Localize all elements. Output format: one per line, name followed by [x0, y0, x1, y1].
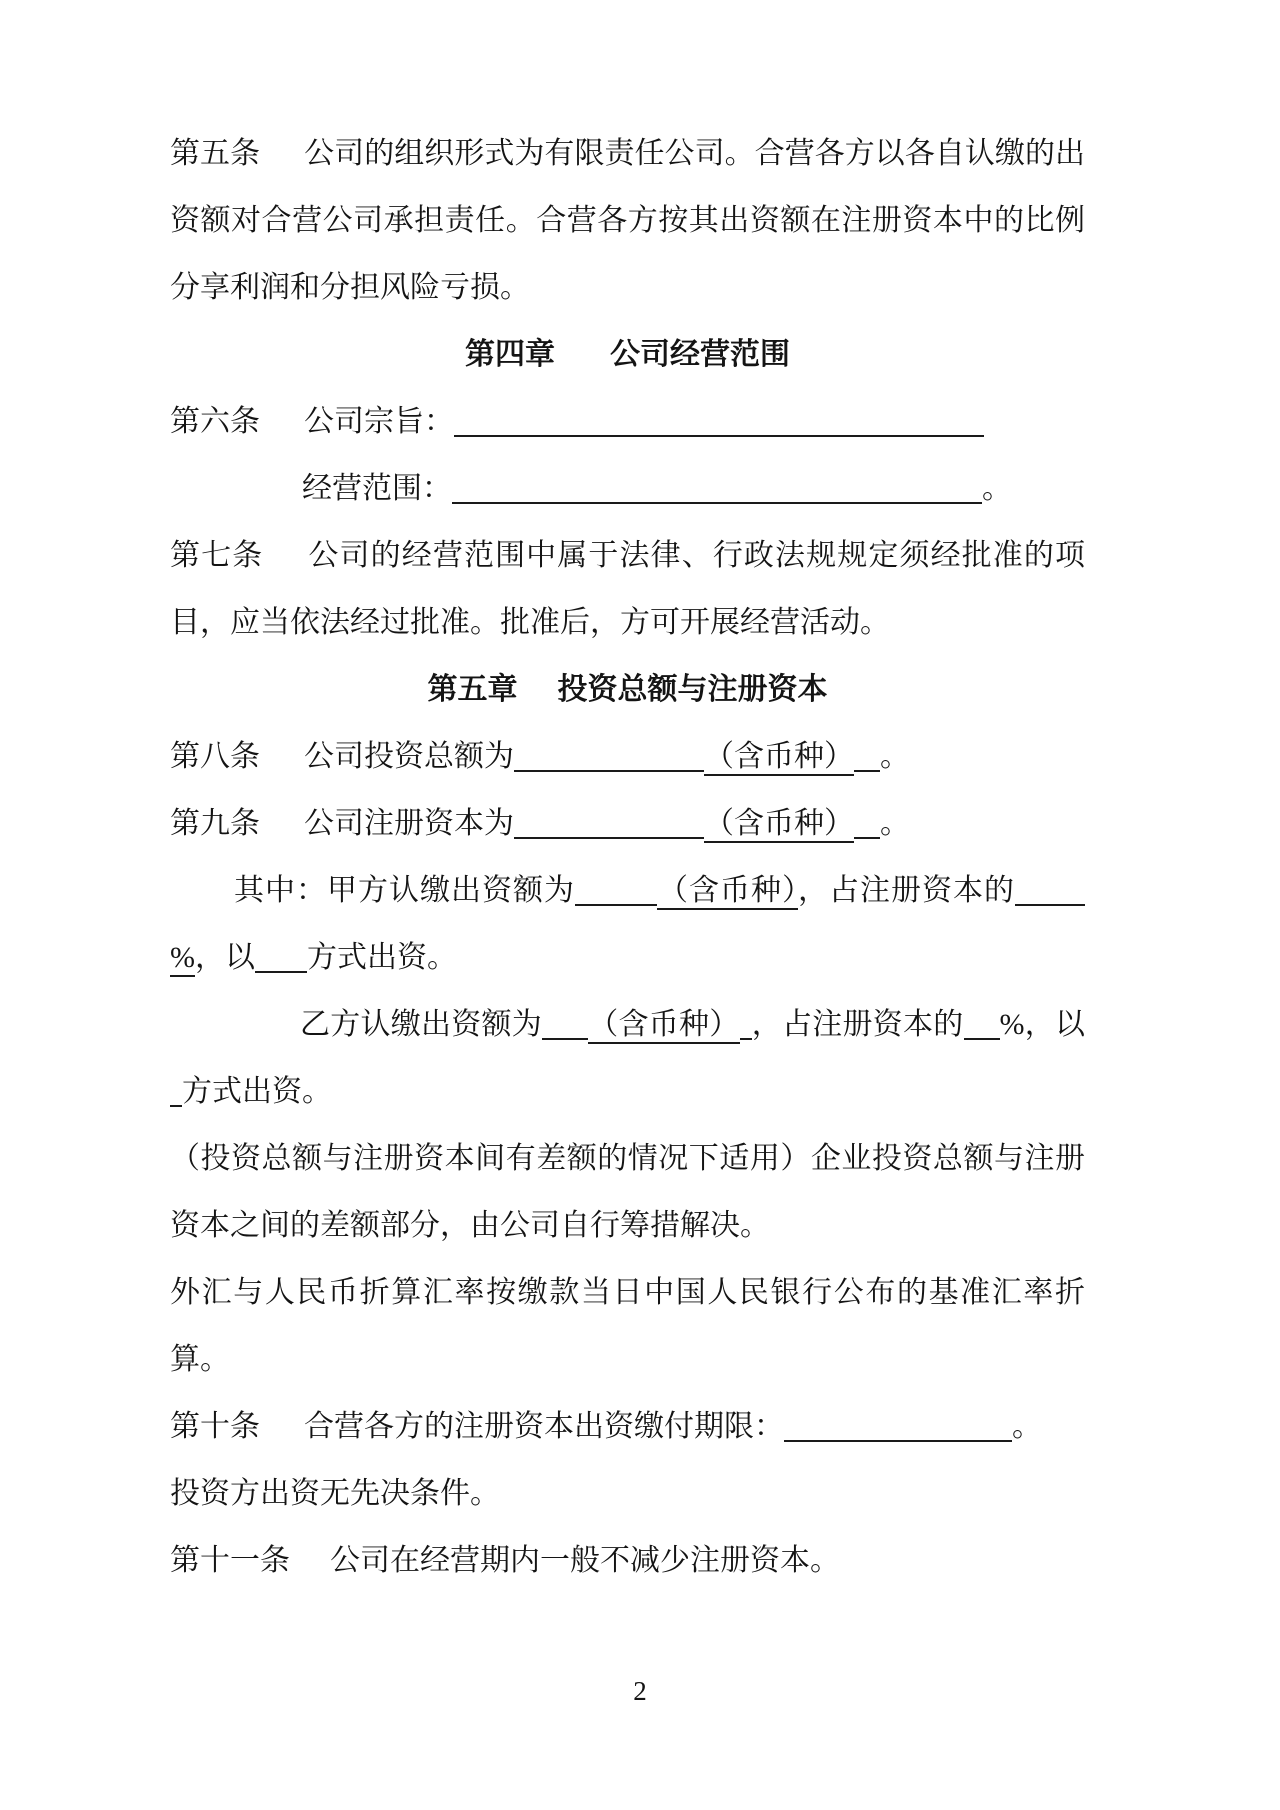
article-6-company-purpose-line: [170, 388, 1085, 455]
text-run: 投资方出资无先决条件。: [170, 1477, 500, 1510]
text-run: ，占注册资本的: [751, 1008, 964, 1041]
party-b-contribution-paragraph: [170, 991, 1085, 1125]
article-10-payment-deadline-line: [170, 1393, 1085, 1460]
underlined-text: （含币种）: [657, 874, 798, 910]
text-run: 第六条: [170, 405, 260, 438]
text-run: 公司在经营期内一般不减少注册资本。: [330, 1544, 840, 1577]
text-run: 第四章: [465, 338, 555, 371]
fill-in-blank: [854, 807, 880, 839]
fill-in-blank: [454, 405, 984, 437]
fill-in-blank: [255, 941, 307, 973]
article-9-registered-capital-line: [170, 790, 1085, 857]
text-run: 。: [982, 472, 1012, 505]
text-run: （投资总额与注册资本间有差额的情况下适用）企业投资总额与注册资本之间的差额部分，由公司自行筹措解决。: [170, 1142, 1085, 1242]
fill-in-blank: [740, 1008, 752, 1040]
fill-in-blank: [1015, 874, 1085, 906]
text-run: 。: [880, 740, 910, 773]
text-run: 。: [880, 807, 910, 840]
article-11-paragraph: [170, 1527, 1085, 1594]
text-run: 投资总额与注册资本: [557, 673, 828, 706]
investment-difference-paragraph: [170, 1125, 1085, 1259]
text-run: 外汇与人民币折算汇率按缴款当日中国人民银行公布的基准汇率折算。: [170, 1276, 1085, 1376]
fill-in-blank: [542, 1008, 588, 1040]
text-run: %，以: [999, 1008, 1085, 1041]
text-run: 其中：甲方认缴出资额为: [234, 874, 575, 907]
business-scope-line: [170, 455, 1085, 522]
text-run: 方式出资。: [307, 941, 457, 974]
article-5-paragraph: [170, 120, 1085, 321]
text-run: 公司宗旨：: [304, 405, 454, 438]
fill-in-blank: [575, 874, 657, 906]
text-run: 第五条: [170, 137, 261, 170]
page-number: 2: [633, 1676, 647, 1706]
text-run: 第十条: [170, 1410, 260, 1443]
fill-in-blank: [170, 1075, 182, 1107]
text-run: 公司经营范围: [610, 338, 790, 371]
underlined-text: （含币种）: [704, 807, 854, 843]
text-run: 第五章: [427, 673, 518, 706]
text-run: 第七条: [170, 539, 264, 572]
fill-in-blank: [784, 1410, 1012, 1442]
no-precondition-paragraph: [170, 1460, 1085, 1527]
article-8-total-investment-line: [170, 723, 1085, 790]
text-run: 方式出资。: [182, 1075, 332, 1108]
fill-in-blank: [514, 740, 704, 772]
text-run: 合营各方的注册资本出资缴付期限：: [304, 1410, 784, 1443]
fill-in-blank: [452, 472, 982, 504]
party-a-contribution-paragraph: [170, 857, 1085, 991]
text-run: 第十一条: [170, 1544, 290, 1577]
article-7-paragraph: [170, 522, 1085, 656]
text-run: 第八条: [170, 740, 260, 773]
fill-in-blank: [964, 1008, 1000, 1040]
chapter-5-heading: [170, 656, 1085, 723]
fill-in-blank: [514, 807, 704, 839]
underlined-text: （含币种）: [704, 740, 854, 776]
text-run: 公司的组织形式为有限责任公司。合营各方以各自认缴的出资额对合营公司承担责任。合营各方按其出资额在注册资本中的比例分享利润和分担风险亏损。: [170, 137, 1086, 304]
text-run: 第九条: [170, 807, 260, 840]
text-run: 乙方认缴出资额为: [300, 1008, 542, 1041]
text-run: 。: [1012, 1410, 1042, 1443]
underlined-text: （含币种）: [588, 1008, 740, 1044]
text-run: 公司注册资本为: [304, 807, 514, 840]
text-run: ，以: [195, 941, 255, 974]
chapter-4-heading: [170, 321, 1085, 388]
text-run: 公司的经营范围中属于法律、行政法规规定须经批准的项目，应当依法经过批准。批准后，方可开展经营活动。: [170, 539, 1086, 639]
text-run: ，占注册资本的: [798, 874, 1015, 907]
fill-in-blank: [854, 740, 880, 772]
text-run: 公司投资总额为: [304, 740, 514, 773]
underlined-text: %: [170, 941, 195, 977]
exchange-rate-paragraph: [170, 1259, 1085, 1393]
text-run: 经营范围：: [302, 472, 452, 505]
